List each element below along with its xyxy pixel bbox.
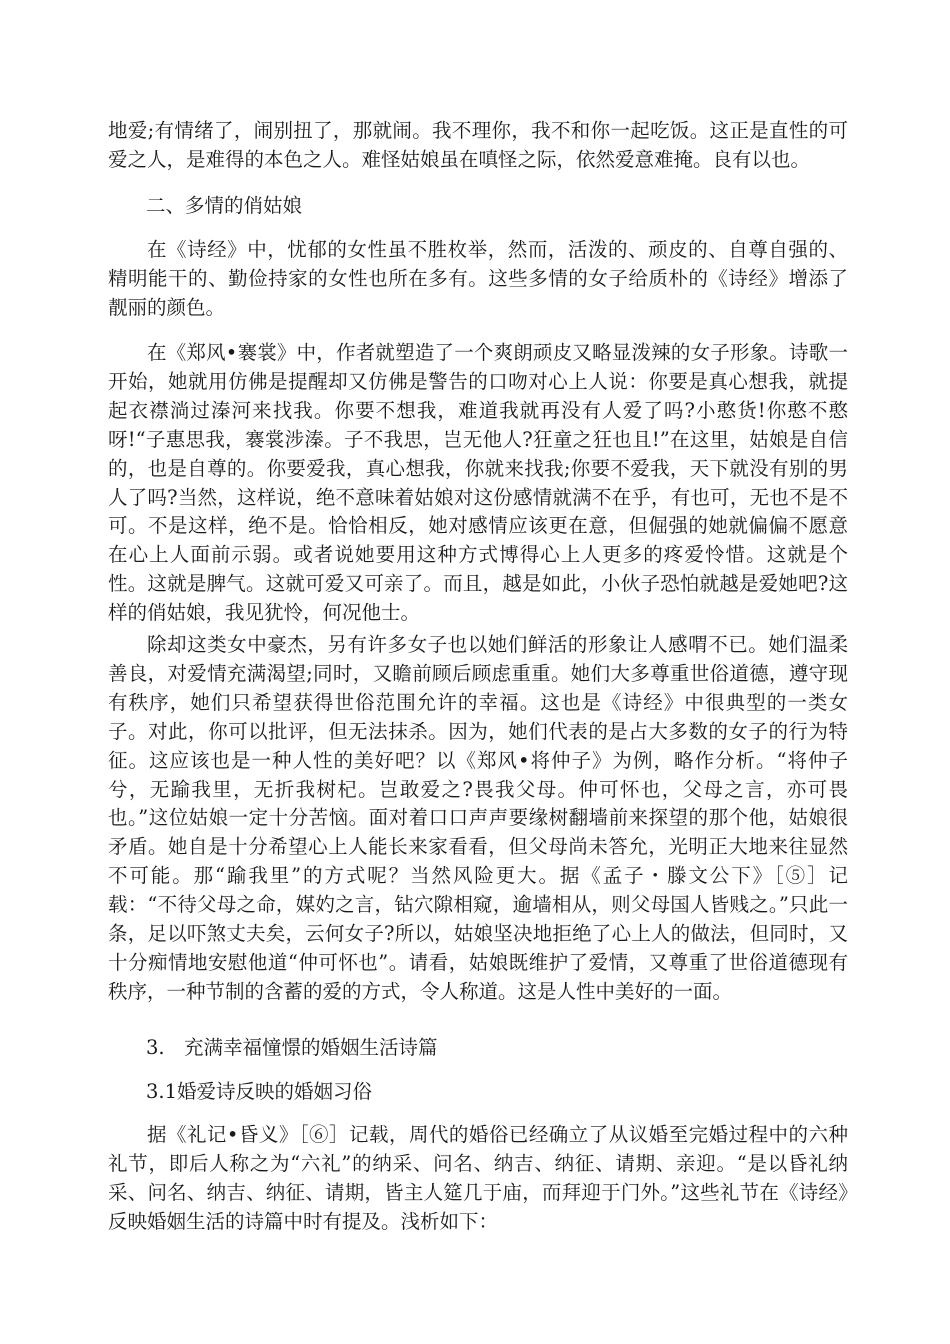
paragraph-jiangzhongzi: 除却这类女中豪杰，另有许多女子也以她们鲜活的形象让人感喟不已。她们温柔善良，对爱情充满渴望;同时，又瞻前顾后顾虑重重。她们大多尊重世俗道德，遵守现有秩序，她们只希望获得世俗范围允许的幸福。这也是《诗经》中很典型的一类女子。对此，你可以批评，但无法抹杀。因为，她们代表的是占大多数的女子的行为特征。这应该也是一种人性的美好吧？以《郑风•将仲子》为例，略作分析。“将仲子兮，无踰我里，无折我树杞。岂敢爱之?畏我父母。仲可怀也，父母之言，亦可畏也。”这位姑娘一定十分苦恼。面对着口口声声要缘树翻墙前来探望的那个他，姑娘很矛盾。她自是十分希望心上人能长来家看看，但父母尚未答允，光明正大地来往显然不可能。那“踰我里”的方式呢？当然风险更大。据《孟子・滕文公下》［⑤］记载：“不待父母之命，媒妁之言，钻穴隙相窥，逾墙相从，则父母国人皆贱之。”只此一条，足以吓煞丈夫矣，云何女子?所以，姑娘坚决地拒绝了心上人的做法，但同时，又十分痴情地安慰他道“仲可怀也”。请看，姑娘既维护了爱情，又尊重了世俗道德现有秩序，一种节制的含蓄的爱的方式，令人称道。这是人性中美好的一面。: [108, 633, 848, 1003]
paragraph-liuli: 据《礼记•昏义》［⑥］记载，周代的婚俗已经确立了从议婚至完婚过程中的六种礼节，即后人称之为“六礼”的纳采、问名、纳吉、纳征、请期、亲迎。“是以昏礼纳采、问名、纳吉、纳征、请期，皆主人筵几于庙，而拜迎于门外。”这些礼节在《诗经》反映婚姻生活的诗篇中时有提及。浅析如下：: [108, 1123, 848, 1233]
subsection-heading-3-1: 3.1婚爱诗反映的婚姻习俗: [146, 1080, 373, 1103]
section-heading-two: 二、多情的俏姑娘: [146, 194, 303, 217]
section-heading-3: [146, 1034, 438, 1063]
paragraph-continued: 地爱;有情绪了，闹别扭了，那就闹。我不理你，我不和你一起吃饭。这正是直性的可爱之人，是难得的本色之人。难怪姑娘虽在嗔怪之际，依然爱意难掩。良有以也。: [108, 119, 848, 171]
section-title: 充满幸福憧憬的婚姻生活诗篇: [184, 1036, 438, 1059]
paragraph-qianshang: 在《郑风•褰裳》中，作者就塑造了一个爽朗顽皮又略显泼辣的女子形象。诗歌一开始，她就用仿佛是提醒却又仿佛是警告的口吻对心上人说：你要是真心想我，就提起衣襟淌过溱河来找我。你要不想我，难道我就再没有人爱了吗?小憨货!你憨不憨呀!“子惠思我，褰裳涉溱。子不我思，岂无他人?狂童之狂也且!”在这里，姑娘是自信的，也是自尊的。你要爱我，真心想我，你就来找我;你要不爱我，天下就没有别的男人了吗?当然，这样说，绝不意味着姑娘对这份感情就满不在乎，有也可，无也不是不可。不是这样，绝不是。恰恰相反，她对感情应该更在意，但倔强的她就偏偏不愿意在心上人面前示弱。或者说她要用这种方式博得心上人更多的疼爱怜惜。这就是个性。这就是脾气。这就可爱又可亲了。而且，越是如此，小伙子恐怕就越是爱她吧?这样的俏姑娘，我见犹怜，何况他士。: [108, 341, 848, 625]
section-number: 3.: [146, 1036, 165, 1059]
paragraph-intro: 在《诗经》中，忧郁的女性虽不胜枚举，然而，活泼的、顽皮的、自尊自强的、精明能干的、勤俭持家的女性也所在多有。这些多情的女子给质朴的《诗经》增添了靓丽的颜色。: [108, 238, 848, 319]
